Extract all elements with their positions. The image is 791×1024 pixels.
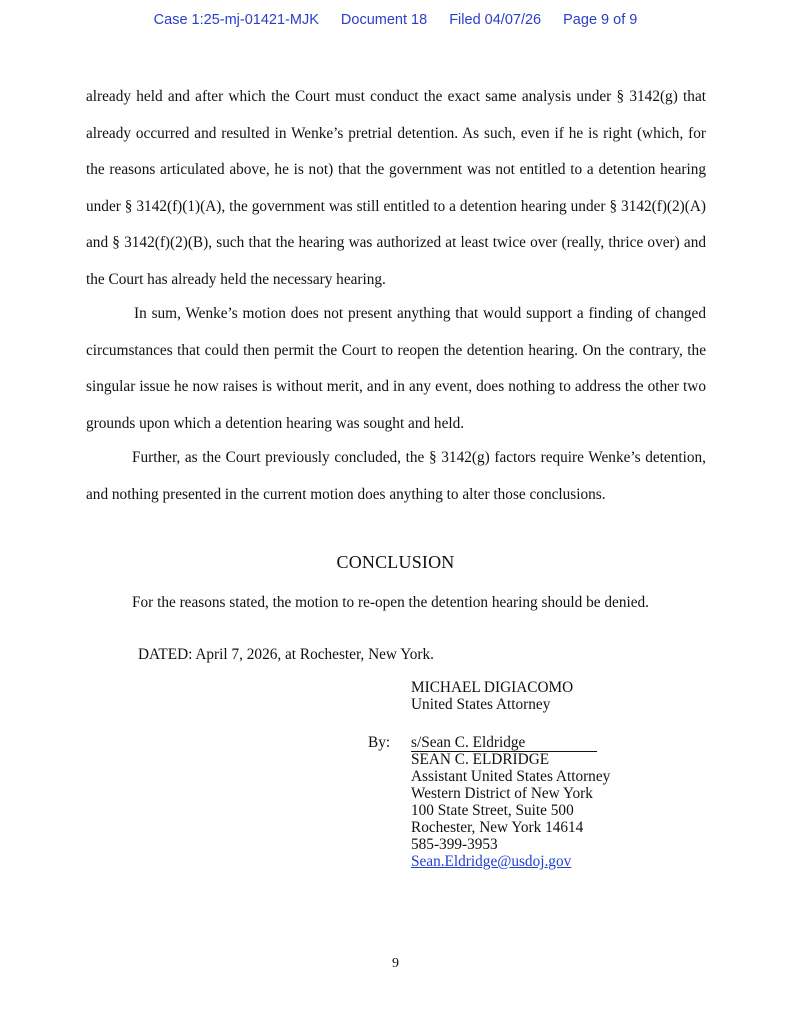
body-paragraph-1: already held and after which the Court must conduct the exact same analysis under § 3142(g) that already occurred and resulted in Wenke’s pretrial detention. As such, even if he is right (which, for the reasons articulated above, he is not) that the government was not entitled to a detention hearing under § 3142(f)(1)(A), the government was still entitled to a detention hearing under § 3142(f)(2)(A) and § 3142(f)(2)(B), such that the hearing was authorized at least twice over (really, thrice over) and the Court has already held the necessary hearing. xyxy=(86,88,706,288)
us-attorney-name: MICHAEL DIGIACOMO xyxy=(411,679,574,696)
email-link[interactable]: Sean.Eldridge@usdoj.gov xyxy=(411,853,572,870)
page-number: 9 xyxy=(392,956,399,971)
by-label: By: xyxy=(368,734,391,751)
body-paragraph-3: Further, as the Court previously concluded, the § 3142(g) factors require Wenke’s detention, and nothing presented in the current motion does anything to alter those conclusions. xyxy=(86,449,706,503)
ecf-filing-header xyxy=(0,12,791,28)
case-number: Case 1:25-mj-01421-MJK xyxy=(153,12,319,28)
signer-name: SEAN C. ELDRIDGE xyxy=(411,751,550,768)
filed-date: Filed 04/07/26 xyxy=(449,12,542,28)
conclusion-heading: CONCLUSION xyxy=(336,552,455,572)
signer-title: Assistant United States Attorney xyxy=(411,768,611,785)
body-paragraph-2: In sum, Wenke’s motion does not present anything that would support a finding of changed circumstances that could then permit the Court to reopen the detention hearing. On the contrary, the singular issue he now raises is without merit, and in any event, does nothing to address the other two grounds upon which a detention hearing was sought and held. xyxy=(86,305,706,432)
dated-line: DATED: April 7, 2026, at Rochester, New York. xyxy=(138,646,434,663)
address-line-1: 100 State Street, Suite 500 xyxy=(411,802,574,819)
district: Western District of New York xyxy=(411,785,593,802)
document-number: Document 18 xyxy=(340,12,428,28)
email-line xyxy=(411,853,571,870)
conclusion-text: For the reasons stated, the motion to re-open the detention hearing should be denied. xyxy=(132,594,649,611)
address-line-2: Rochester, New York 14614 xyxy=(411,819,584,836)
us-attorney-title: United States Attorney xyxy=(411,696,551,713)
page-of: Page 9 of 9 xyxy=(563,12,638,28)
phone-number: 585-399-3953 xyxy=(411,836,498,853)
electronic-signature: s/Sean C. Eldridge xyxy=(411,734,597,752)
